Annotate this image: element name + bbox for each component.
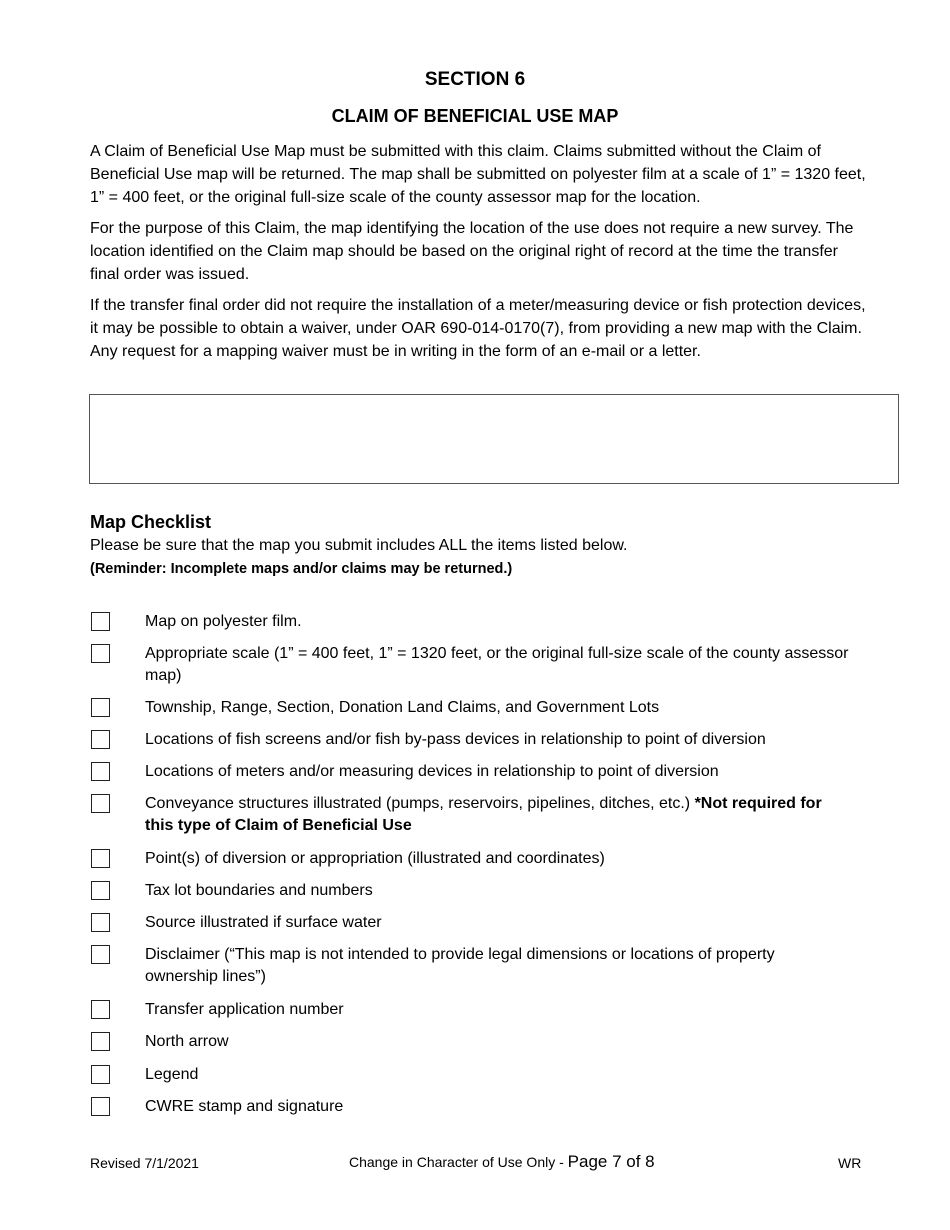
checkbox[interactable] <box>91 1097 110 1116</box>
footer-revised-date: Revised 7/1/2021 <box>90 1155 199 1171</box>
checklist-item-label: Conveyance structures illustrated (pumps, reservoirs, pipelines, ditches, etc.) *Not required for this type of Claim of Beneficial Use <box>145 795 822 834</box>
checkbox[interactable] <box>91 794 110 813</box>
footer-form-name: Change in Character of Use Only - <box>349 1154 568 1170</box>
paragraph-map-requirement: A Claim of Beneficial Use Map must be submitted with this claim. Claims submitted without the Claim of Beneficial Use map will be returned. The map shall be submitted on polyester film at a scale of 1” = 1320 feet, 1” = 400 feet, or the original full-size scale of the county assessor map for the location. <box>90 143 866 206</box>
page-title: CLAIM OF BENEFICIAL USE MAP <box>331 106 619 126</box>
checklist-item-label: Tax lot boundaries and numbers <box>145 882 373 899</box>
checklist-item-label: Transfer application number <box>145 1001 344 1018</box>
section-number: SECTION 6 <box>424 69 526 90</box>
checklist-item-label: Map on polyester film. <box>145 613 302 630</box>
checkbox[interactable] <box>91 762 110 781</box>
checklist-item-label: North arrow <box>145 1033 229 1050</box>
checklist-item-label: Appropriate scale (1” = 400 feet, 1” = 1320 feet, or the original full-size scale of the county assessor map) <box>145 645 849 684</box>
checkbox[interactable] <box>91 881 110 900</box>
paragraph-waiver-note: If the transfer final order did not require the installation of a meter/measuring device or fish protection devices, it may be possible to obtain a waiver, under OAR 690-014-0170(7), from providing a new map with the Claim. Any request for a mapping waiver must be in writing in the form of an e-mail or a letter. <box>90 297 866 360</box>
checklist-item-label: Source illustrated if surface water <box>145 914 382 931</box>
checkbox[interactable] <box>91 945 110 964</box>
checkbox[interactable] <box>91 644 110 663</box>
footer-code: WR <box>838 1155 862 1171</box>
checklist-item-label: Locations of meters and/or measuring devices in relationship to point of diversion <box>145 763 719 780</box>
checklist-item-label: Locations of fish screens and/or fish by-pass devices in relationship to point of diversion <box>145 731 766 748</box>
checklist-item-label: Disclaimer (“This map is not intended to provide legal dimensions or locations of property ownership lines”) <box>145 946 775 985</box>
checklist-item-label: Legend <box>145 1066 199 1083</box>
checklist-item-label: Township, Range, Section, Donation Land Claims, and Government Lots <box>145 699 660 716</box>
page-number: Page 7 of 8 <box>567 1152 655 1171</box>
checkbox[interactable] <box>91 698 110 717</box>
checkbox[interactable] <box>91 1000 110 1019</box>
footer-page-info <box>349 1152 655 1172</box>
checklist-reminder: (Reminder: Incomplete maps and/or claims may be returned.) <box>90 561 513 577</box>
checkbox[interactable] <box>91 1065 110 1084</box>
checkbox[interactable] <box>91 1032 110 1051</box>
notes-text-box[interactable] <box>89 394 899 484</box>
checkbox[interactable] <box>91 612 110 631</box>
checkbox[interactable] <box>91 849 110 868</box>
checkbox[interactable] <box>91 730 110 749</box>
checklist-item-label: Point(s) of diversion or appropriation (illustrated and coordinates) <box>145 850 605 867</box>
checklist-heading: Map Checklist <box>90 512 212 532</box>
checkbox[interactable] <box>91 913 110 932</box>
paragraph-survey-note: For the purpose of this Claim, the map identifying the location of the use does not require a new survey. The location identified on the Claim map should be based on the original right of record at the time the transfer final order was issued. <box>90 220 854 283</box>
checklist-intro: Please be sure that the map you submit includes ALL the items listed below. <box>90 537 628 554</box>
checklist-item-label: CWRE stamp and signature <box>145 1098 344 1115</box>
